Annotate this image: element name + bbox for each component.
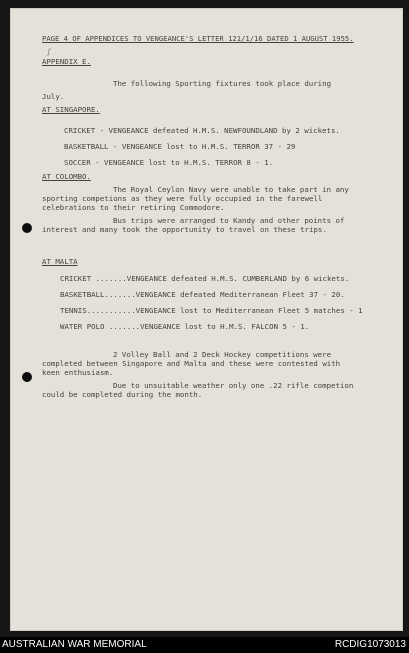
closing-para2-line1: Due to unsuitable weather only one .22 rifle competion bbox=[113, 381, 354, 390]
colombo-heading: AT COLOMBO. bbox=[42, 172, 91, 181]
handwritten-mark: ʃ bbox=[48, 48, 50, 56]
malta-line-basketball: BASKETBALL.......VENGEANCE defeated Mediterranean Fleet 37 - 20. bbox=[60, 290, 345, 299]
colombo-para1-line1: The Royal Ceylon Navy were unable to take part in any bbox=[113, 185, 349, 194]
singapore-line-basketball: BASKETBALL - VENGEANCE lost to H.M.S. TERROR 37 - 29 bbox=[64, 142, 296, 151]
document-page bbox=[10, 8, 403, 631]
archive-footer bbox=[0, 637, 409, 653]
singapore-heading: AT SINGAPORE. bbox=[42, 105, 100, 114]
closing-para1-line1: 2 Volley Ball and 2 Deck Hockey competitions were bbox=[113, 350, 332, 359]
closing-para1-line3: keen enthusiasm. bbox=[42, 368, 114, 377]
appendix-title: APPENDIX E. bbox=[42, 57, 91, 66]
colombo-para2-line2: interest and many took the opportunity to travel on these trips. bbox=[42, 225, 327, 234]
malta-line-cricket: CRICKET .......VENGEANCE defeated H.M.S. CUMBERLAND by 6 wickets. bbox=[60, 274, 350, 283]
footer-record-id: RCDIG1073013 bbox=[334, 639, 406, 650]
footer-source-label: AUSTRALIAN WAR MEMORIAL bbox=[2, 639, 147, 650]
singapore-line-soccer: SOCCER - VENGEANCE lost to H.M.S. TERROR 8 - 1. bbox=[64, 158, 274, 167]
punch-hole-top bbox=[22, 223, 32, 233]
closing-para2-line2: could be completed during the month. bbox=[42, 390, 203, 399]
punch-hole-bottom bbox=[22, 372, 32, 382]
malta-heading: AT MALTA bbox=[42, 257, 78, 266]
closing-para1-line2: completed between Singapore and Malta and these were contested with bbox=[42, 359, 341, 368]
colombo-para2-line1: Bus trips were arranged to Kandy and other points of bbox=[113, 216, 345, 225]
malta-line-tennis: TENNIS...........VENGEANCE lost to Mediterranean Fleet 5 matches - 1 bbox=[60, 306, 363, 315]
colombo-para1-line2: sporting competions as they were fully occupied in the farewell bbox=[42, 194, 323, 203]
colombo-para1-line3: celebrations to their retiring Commodore. bbox=[42, 203, 225, 212]
page-header: PAGE 4 OF APPENDICES TO VENGEANCE'S LETTER 121/1/16 DATED 1 AUGUST 1955. bbox=[42, 34, 354, 43]
singapore-line-cricket: CRICKET - VENGEANCE defeated H.M.S. NEWFOUNDLAND by 2 wickets. bbox=[64, 126, 340, 135]
malta-line-water-polo: WATER POLO .......VENGEANCE lost to H.M.S. FALCON 5 - 1. bbox=[60, 322, 310, 331]
intro-line-1: The following Sporting fixtures took place during bbox=[113, 79, 332, 88]
intro-line-2: July. bbox=[42, 92, 65, 101]
